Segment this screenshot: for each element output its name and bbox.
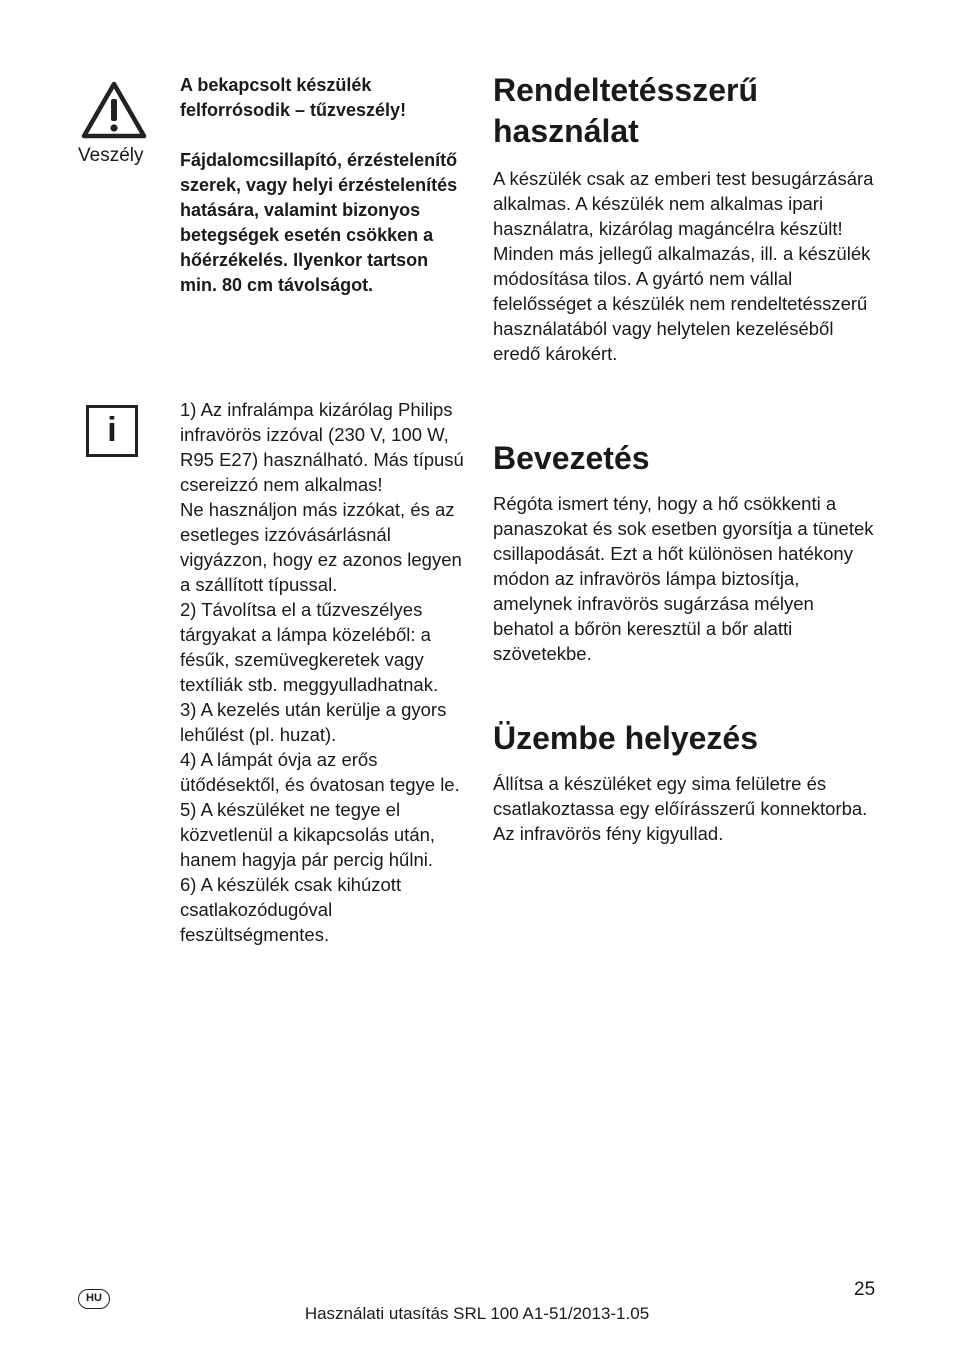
warning-text <box>180 73 465 323</box>
warning-paragraph: Fájdalomcsillapító, érzéstelenítő szerek, vagy helyi érzéstelenítés hatására, valamint bizonyos betegségek esetén csökken a hőérzékelés. Ilyenkor tartson min. 80 cm távolságot. <box>180 150 458 295</box>
warning-paragraph: A bekapcsolt készülék felforrósodik – tűzveszély! <box>180 75 407 120</box>
info-item: 5) A készüléket ne tegye el közvetlenül a kikapcsolás után, hanem hagyja pár percig hűlni. <box>180 799 436 870</box>
warning-triangle-icon <box>80 80 148 140</box>
section-intended-use <box>493 70 878 366</box>
section-heading: Bevezetés <box>493 440 650 476</box>
info-item: 1) Az infralámpa kizárólag Philips infravörös izzóval (230 V, 100 W, R95 E27) használható. Más típusú csereizzó nem alkalmas! <box>180 399 464 495</box>
language-badge: HU <box>78 1289 110 1309</box>
section-introduction <box>493 438 878 666</box>
section-heading: Rendeltetésszerű használat <box>493 72 758 149</box>
info-item: 4) A lámpát óvja az erős ütődésektől, és óvatosan tegye le. <box>180 749 460 795</box>
section-body: A készülék csak az emberi test besugárzására alkalmas. A készülék nem alkalmas ipari használatra, kizárólag magáncélra készült! Minden más jellegű alkalmazás, ill. a készülék módosítása tilos. A gyártó nem vállal felelősséget a készülék nem rendeltetésszerű használatából vagy helytelen kezeléséből eredő károkért. <box>493 168 874 364</box>
footer-doc-ref: Használati utasítás SRL 100 A1-51/2013-1.05 <box>304 1304 650 1323</box>
info-list <box>180 397 465 947</box>
info-icon: i <box>86 405 138 457</box>
section-body: Állítsa a készüléket egy sima felületre és csatlakoztassa egy előírásszerű konnektorba. Az infravörös fény kigyullad. <box>493 773 868 844</box>
page-number: 25 <box>854 1279 876 1300</box>
info-item: Ne használjon más izzókat, és az esetleges izzóvásárlásnál vigyázzon, hogy ez azonos legyen a szállított típussal. <box>180 499 462 595</box>
section-setup <box>493 718 878 846</box>
info-item: 2) Távolítsa el a tűzveszélyes tárgyakat a lámpa közeléből: a fésűk, szemüvegkeretek vagy textíliák stb. meggyulladhatnak. <box>180 599 439 695</box>
info-item: 3) A kezelés után kerülje a gyors lehűlést (pl. huzat). <box>180 699 447 745</box>
info-item: 6) A készülék csak kihúzott csatlakozódugóval feszültségmentes. <box>180 874 402 945</box>
warning-caption: Veszély <box>78 145 144 166</box>
section-heading: Üzembe helyezés <box>493 720 759 756</box>
section-body: Régóta ismert tény, hogy a hő csökkenti a panaszokat és sok esetben gyorsítja a tünetek csillapodását. Ezt a hőt különösen hatékony módon az infravörös lámpa biztosítja, amelynek infravörös sugárzása mélyen behatol a bőrön keresztül a bőr alatti szövetekbe. <box>493 493 874 664</box>
